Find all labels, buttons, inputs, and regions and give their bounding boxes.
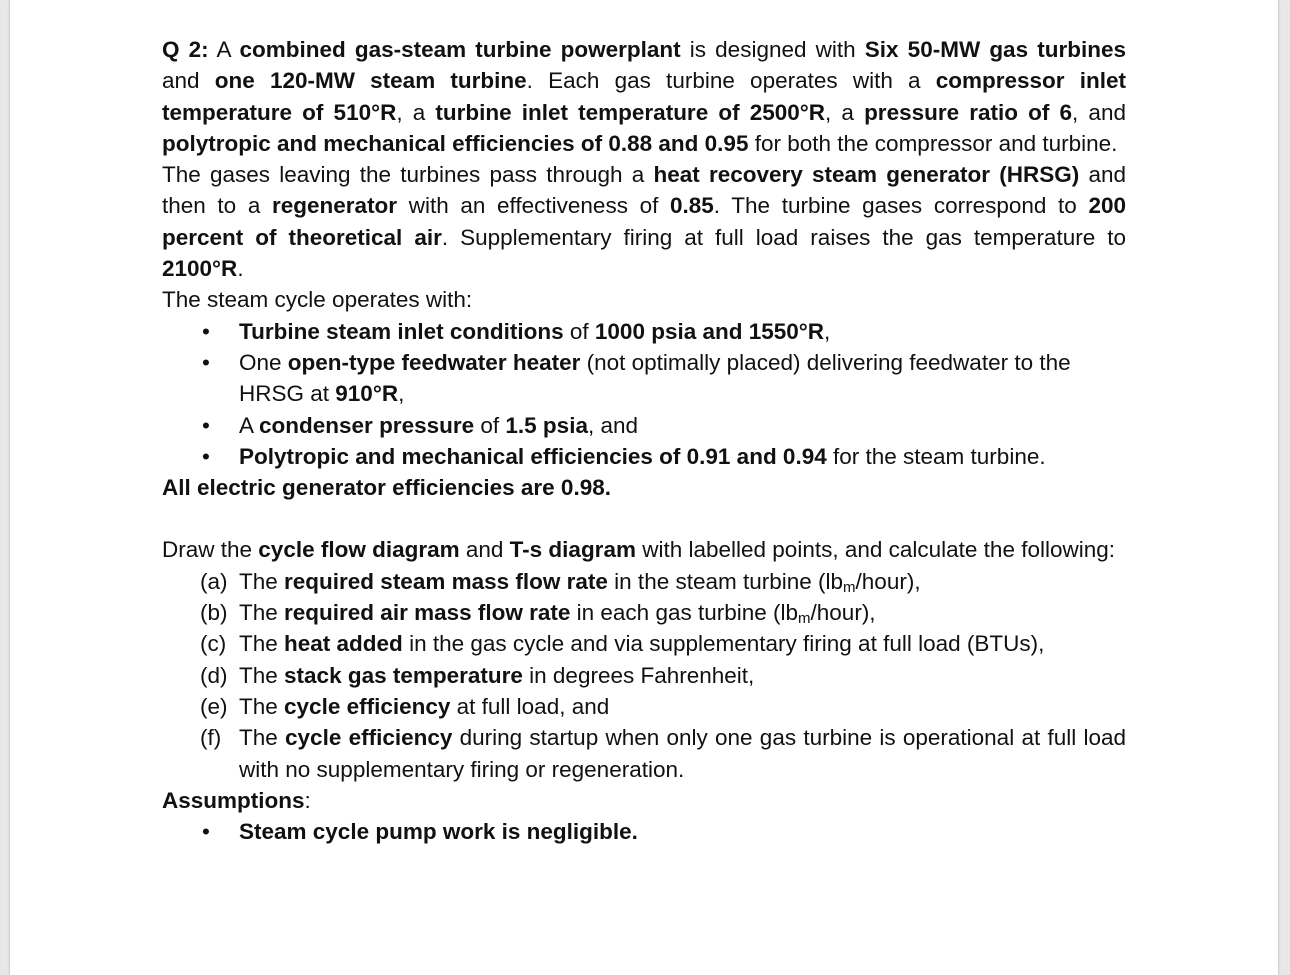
sub-question-e: [162, 691, 1126, 722]
sub-question-text: [239, 663, 754, 688]
sub-questions-list: [162, 566, 1126, 785]
list-item-text: [239, 350, 1071, 406]
bold-text: regenerator: [272, 193, 398, 219]
sub-question-marker: (e): [200, 693, 228, 719]
bold-text: cycle efficiency: [284, 693, 451, 719]
sub-question-c: [162, 628, 1126, 659]
steam-cycle-list: [162, 316, 1126, 472]
assumptions-list: [162, 816, 1126, 847]
text-run: in each gas turbine (lb: [570, 600, 799, 626]
text-run: One: [239, 349, 288, 375]
text-run: m: [798, 610, 811, 628]
text-run: /hour),: [810, 600, 876, 626]
text-run: for the steam turbine.: [826, 443, 1046, 469]
question-text: [162, 34, 1126, 847]
sub-question-text: [239, 631, 1044, 656]
sub-question-text: [239, 600, 876, 628]
list-item: [162, 410, 1126, 441]
text-run: at full load, and: [450, 693, 610, 719]
text-run: with an effectiveness of: [397, 193, 670, 219]
sub-question-d: [162, 660, 1126, 691]
text-run: ,: [824, 318, 831, 344]
text-run: . Each gas turbine operates with a: [526, 68, 936, 94]
text-run: A: [208, 37, 240, 62]
text-run: and then to a: [162, 162, 1126, 219]
list-item-text: Steam cycle pump work is negligible.: [239, 819, 638, 845]
text-run: and: [162, 68, 215, 94]
text-run: A: [239, 412, 260, 438]
text-run: The: [239, 693, 285, 719]
bold-text: Six 50-MW gas turbines: [864, 37, 1126, 62]
gases-paragraph: [162, 159, 1126, 284]
text-run: The: [239, 725, 286, 751]
sub-question-marker: (b): [200, 600, 228, 626]
text-run: The: [239, 631, 285, 657]
text-run: The: [239, 600, 285, 626]
list-item-text: [239, 413, 638, 438]
text-run: .: [237, 256, 244, 282]
intro-text: [162, 37, 1126, 156]
text-run: (not optimally placed) delivering feedwater to the HRSG at: [239, 349, 1071, 407]
sub-question-f: [162, 722, 1126, 785]
text-run: . The turbine gases correspond to: [713, 193, 1089, 219]
bold-text: T-s diagram: [509, 537, 636, 563]
bold-text: 200 percent of theoretical air: [162, 193, 1126, 250]
bold-text: Turbine steam inlet conditions: [239, 318, 564, 344]
question-label: Q 2:: [162, 37, 209, 62]
bold-text: open-type feedwater heater: [287, 349, 581, 375]
bold-text: 1.5 psia: [505, 412, 588, 438]
text-run: The gases leaving the turbines pass through a: [162, 162, 654, 188]
text-run: The: [239, 662, 285, 688]
bold-text: compressor inlet temperature of 510°R: [162, 68, 1127, 125]
bold-text: cycle flow diagram: [258, 537, 460, 563]
list-item-text: [239, 319, 830, 344]
bold-text: combined gas-steam turbine powerplant: [239, 37, 681, 62]
text-run: . Supplementary firing at full load raises the gas temperature to: [441, 224, 1126, 250]
sub-question-marker: (a): [200, 568, 228, 594]
text-run: with labelled points, and calculate the following:: [635, 537, 1116, 563]
bold-text: heat recovery steam generator (HRSG): [653, 162, 1080, 188]
list-item: [162, 441, 1126, 472]
bold-text: 2100°R: [162, 256, 238, 282]
list-item: [162, 316, 1126, 347]
bullet-icon: •: [202, 412, 210, 438]
text-run: during startup when only one gas turbine is operational at full load with no supplementary firing or regeneration.: [239, 725, 1126, 782]
bold-text: turbine inlet temperature of 2500°R: [435, 99, 826, 125]
text-run: for both the compressor and turbine.: [748, 130, 1118, 156]
sub-question-marker: (f): [200, 725, 222, 751]
bold-text: one 120-MW steam turbine: [214, 68, 527, 94]
bold-text: stack gas temperature: [284, 662, 523, 688]
text-run: of: [563, 318, 595, 344]
sub-question-text: [239, 694, 609, 719]
text-run: , and: [1072, 99, 1126, 125]
sub-question-b: [162, 597, 1126, 628]
generator-efficiency: All electric generator efficiencies are 0.98.: [162, 475, 611, 501]
text-run: of: [474, 412, 506, 438]
list-item: [162, 347, 1126, 410]
bullet-icon: •: [202, 819, 210, 845]
text-run: The: [239, 568, 285, 594]
bold-text: Polytropic and mechanical efficiencies of 0.91 and 0.94: [239, 443, 827, 469]
text-run: is designed with: [680, 37, 865, 62]
instructions: [162, 534, 1126, 565]
list-item-text: [239, 444, 1046, 469]
sub-question-marker: (d): [200, 662, 228, 688]
bold-text: pressure ratio of 6: [864, 99, 1073, 125]
text-run: in the steam turbine (lb: [607, 568, 844, 594]
bold-text: heat added: [284, 631, 403, 657]
list-item: [162, 816, 1126, 847]
sub-question-marker: (c): [200, 631, 227, 657]
bullet-icon: •: [202, 443, 210, 469]
bold-text: required steam mass flow rate: [284, 568, 608, 594]
bullet-icon: •: [202, 349, 210, 375]
text-run: m: [843, 578, 856, 596]
bold-text: polytropic and mechanical efficiencies of 0.88 and 0.95: [162, 130, 749, 156]
text-run: in the gas cycle and via supplementary firing at full load (BTUs),: [402, 631, 1045, 657]
bold-text: 1000 psia and 1550°R: [594, 318, 825, 344]
sub-question-text: [239, 725, 1126, 781]
text-run: and: [459, 537, 510, 563]
question-intro: [162, 34, 1126, 159]
document-page: [10, 0, 1278, 975]
bold-text: cycle efficiency: [285, 725, 453, 751]
bold-text: required air mass flow rate: [284, 600, 571, 626]
text-run: in degrees Fahrenheit,: [522, 662, 755, 688]
assumptions-heading: Assumptions:: [162, 787, 311, 813]
steam-cycle-intro: The steam cycle operates with:: [162, 287, 473, 313]
bullet-icon: •: [202, 318, 210, 344]
bold-text: 910°R: [335, 381, 399, 407]
bold-text: 0.85: [670, 193, 714, 219]
text-run: , and: [587, 412, 639, 438]
sub-question-text: [239, 569, 921, 594]
text-run: , a: [396, 99, 436, 125]
text-run: ,: [398, 381, 405, 407]
text-run: Draw the: [162, 537, 259, 563]
bold-text: condenser pressure: [259, 412, 475, 438]
sub-question-a: [162, 566, 1126, 597]
text-run: , a: [825, 99, 865, 125]
spacer: [162, 503, 1126, 534]
text-run: /hour),: [855, 568, 921, 594]
